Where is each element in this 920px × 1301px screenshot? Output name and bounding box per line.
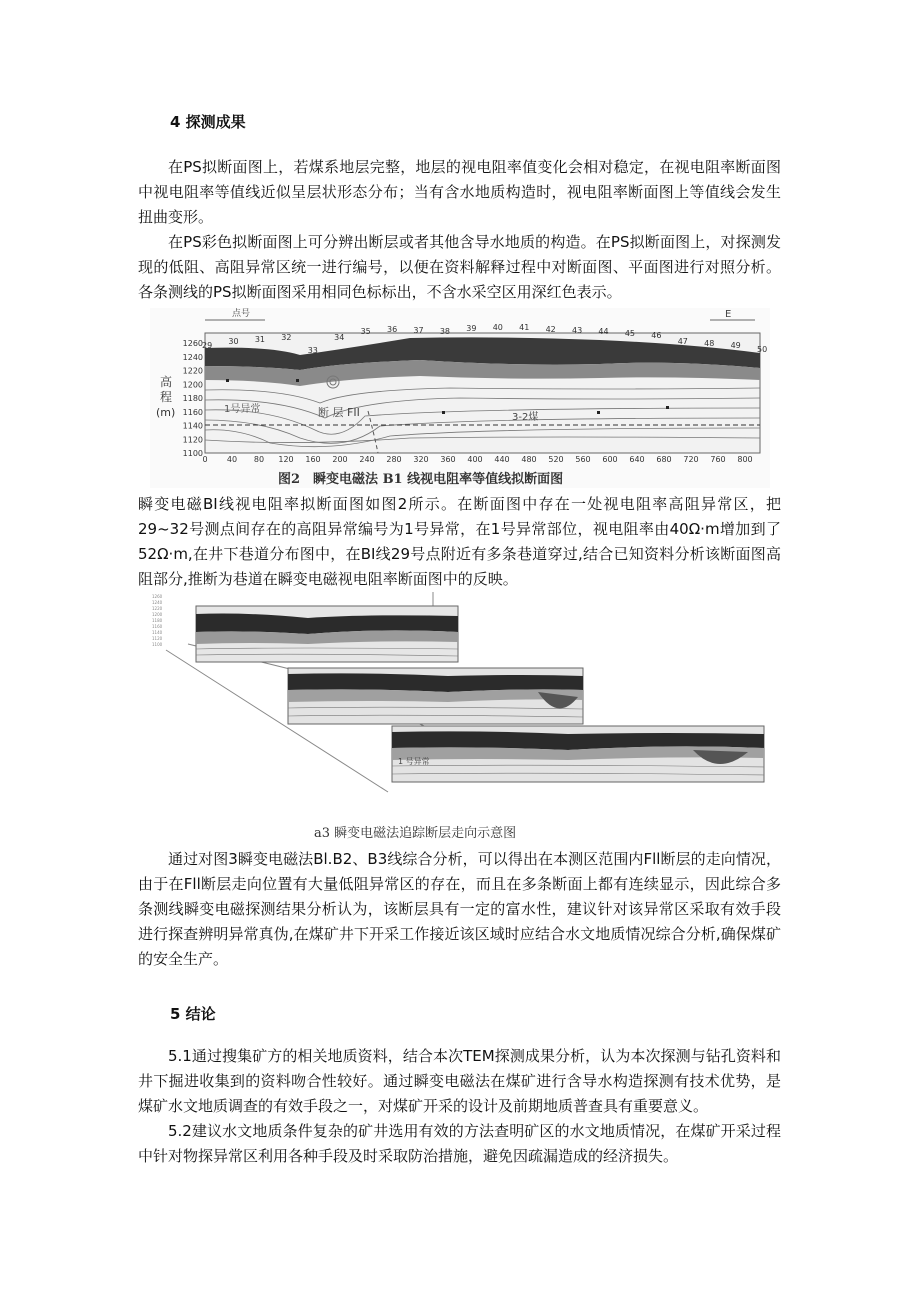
point-number-label: 35 [360, 327, 371, 336]
paragraph-fault-analysis: 通过对图3瞬变电磁法Bl.B2、B3线综合分析，可以得出在本测区范围内Fll断层的走向情况，由于在Fll断层走向位置有大量低阻异常区的存在，而且在多条断面上都有连续显示，因此综合多条测线瞬变电磁探测结果分析认为，该断层具有一定的富水性，建议针对该异常区采取有效手段进行探查辨明异常真伪,在煤矿井下开采工作接近该区域时应结合水文地质情况综合分析,确保煤矿的安全生产。 [138, 850, 781, 968]
point-number-label: 40 [492, 323, 503, 332]
x-tick-label: 440 [494, 455, 510, 464]
y-tick-label: 1140 [182, 421, 203, 431]
point-number-label: 47 [677, 337, 688, 346]
x-tick-label: 120 [278, 455, 294, 464]
point-number-label: 33 [307, 346, 318, 355]
point-number-label: 42 [545, 325, 556, 334]
fig3-y-tick-label: 1100 [152, 642, 163, 647]
point-number-label: 49 [730, 341, 741, 350]
fault-annotation: 断 层 FII [318, 406, 360, 419]
y-tick-label: 1200 [182, 380, 203, 390]
x-tick-label: 200 [332, 455, 348, 464]
point-number-label: 50 [757, 345, 768, 354]
x-tick-label: 760 [710, 455, 726, 464]
x-tick-label: 480 [521, 455, 537, 464]
y-axis-label-2: 程 [160, 390, 173, 404]
paragraph-ps-color-section: 在PS彩色拟断面图上可分辨出断层或者其他含导水地质的构造。在PS拟断面图上，对探测发现的低阻、高阻异常区统一进行编号，以便在资料解释过程中对断面图、平面图进行对照分析。各条测线的PS拟断面图采用相同色标标出，不含水采空区用深红色表示。 [138, 233, 781, 301]
anomaly-annotation: 1号异常 [224, 404, 261, 415]
x-tick-label: 640 [629, 455, 645, 464]
fig3-y-tick-label: 1240 [152, 600, 163, 605]
point-number-label: 39 [466, 324, 477, 333]
figure-3-fence-diagram [148, 592, 778, 802]
x-tick-label: 720 [683, 455, 699, 464]
point-number-label: 36 [387, 325, 398, 334]
point-number-label: 46 [651, 331, 662, 340]
figure-2-caption: 图2 瞬变电磁法 B1 线视电阻率等值线拟断面图 [278, 472, 564, 487]
fig3-y-tick-label: 1260 [152, 594, 163, 599]
x-tick-label: 600 [602, 455, 618, 464]
profile-panel-1 [196, 606, 458, 662]
paragraph-conclusion-5-1: 5.1通过搜集矿方的相关地质资料，结合本次TEM探测成果分析，认为本次探测与钻孔资料和井下掘进收集到的资料吻合性较好。通过瞬变电磁法在煤矿进行含导水构造探测有技术优势，是煤矿水文地质调查的有效手段之一，对煤矿开采的设计及前期地质普查具有重要意义。 [138, 1047, 781, 1115]
x-tick-label: 240 [359, 455, 375, 464]
x-tick-label: 160 [305, 455, 321, 464]
profile-panel-2 [288, 668, 583, 724]
x-tick-label: 560 [575, 455, 591, 464]
fig3-y-tick-label: 1160 [152, 624, 163, 629]
fig3-y-tick-label: 1140 [152, 630, 163, 635]
point-number-label: 43 [572, 326, 583, 335]
point-number-label: 29 [202, 341, 213, 350]
paragraph-b1-analysis: 瞬变电磁BI线视电阻率拟断面图如图2所示。在断面图中存在一处视电阻率高阻异常区，把29~32号测点间存在的高阻异常编号为1号异常，在1号异常部位，视电阻率由40Ω·m增加到了52Ω·m,在井下巷道分布图中，在BI线29号点附近有多条巷道穿过,结合已知资料分析该断面图高阻部分,推断为巷道在瞬变电磁视电阻率断面图中的反映。 [138, 495, 781, 588]
fig3-y-tick-label: 1200 [152, 612, 163, 617]
y-tick-label: 1160 [182, 407, 203, 417]
point-number-label: 38 [439, 327, 451, 336]
y-tick-label: 1220 [182, 366, 203, 376]
point-number-label: 48 [704, 339, 715, 348]
section-5-heading: 5 结论 [170, 1005, 216, 1023]
point-number-label: 45 [624, 329, 636, 338]
x-tick-label: 520 [548, 455, 564, 464]
point-number-label: 31 [254, 335, 266, 344]
x-tick-label: 40 [226, 455, 238, 464]
x-tick-label: 360 [440, 455, 456, 464]
fig3-y-tick-label: 1120 [152, 636, 163, 641]
y-tick-label: 1100 [182, 449, 203, 458]
profile-panel-3 [392, 726, 764, 782]
direction-label: E [725, 309, 732, 320]
point-label: 点号 [232, 309, 251, 319]
x-tick-label: 680 [656, 455, 672, 464]
x-tick-label: 400 [467, 455, 483, 464]
paragraph-ps-section: 在PS拟断面图上，若煤系地层完整，地层的视电阻率值变化会相对稳定，在视电阻率断面图中视电阻率等值线近似呈层状形态分布；当有含水地质构造时，视电阻率断面图上等值线会发生扭曲变形。 [138, 158, 781, 226]
point-number-label: 44 [598, 327, 609, 336]
figure-3-caption: a3 瞬变电磁法追踪断层走向示意图 [314, 826, 517, 841]
y-tick-label: 1240 [182, 352, 203, 362]
y-tick-label: 1260 [182, 339, 203, 348]
section-4-heading: 4 探测成果 [170, 113, 246, 131]
point-number-label: 30 [228, 337, 239, 346]
fig3-y-tick-label: 1180 [152, 618, 163, 623]
y-tick-label: 1120 [182, 435, 203, 445]
panel-3-anomaly-label: 1 号异常 [398, 757, 430, 766]
x-tick-label: 800 [737, 455, 753, 464]
fig3-y-tick-label: 1220 [152, 606, 163, 611]
y-axis-label-3: (m) [156, 406, 176, 419]
figure-2 [150, 308, 770, 488]
x-tick-label: 0 [202, 455, 208, 464]
coal-annotation: 3-2煤 [512, 412, 539, 423]
y-axis-label-1: 高 [160, 375, 173, 389]
figure-3 [148, 592, 778, 841]
point-number-label: 37 [413, 326, 424, 335]
x-tick-label: 320 [413, 455, 429, 464]
paragraph-conclusion-5-2: 5.2建议水文地质条件复杂的矿井选用有效的方法查明矿区的水文地质情况，在煤矿开采过程中针对物探异常区利用各种手段及时采取防治措施，避免因疏漏造成的经济损失。 [138, 1122, 781, 1165]
point-number-label: 32 [281, 333, 292, 342]
point-number-label: 41 [519, 323, 530, 332]
x-tick-label: 280 [386, 455, 402, 464]
x-tick-label: 80 [253, 455, 265, 464]
y-tick-label: 1180 [182, 394, 203, 403]
point-number-label: 34 [334, 333, 345, 342]
figure-2-section-plot [150, 308, 770, 488]
